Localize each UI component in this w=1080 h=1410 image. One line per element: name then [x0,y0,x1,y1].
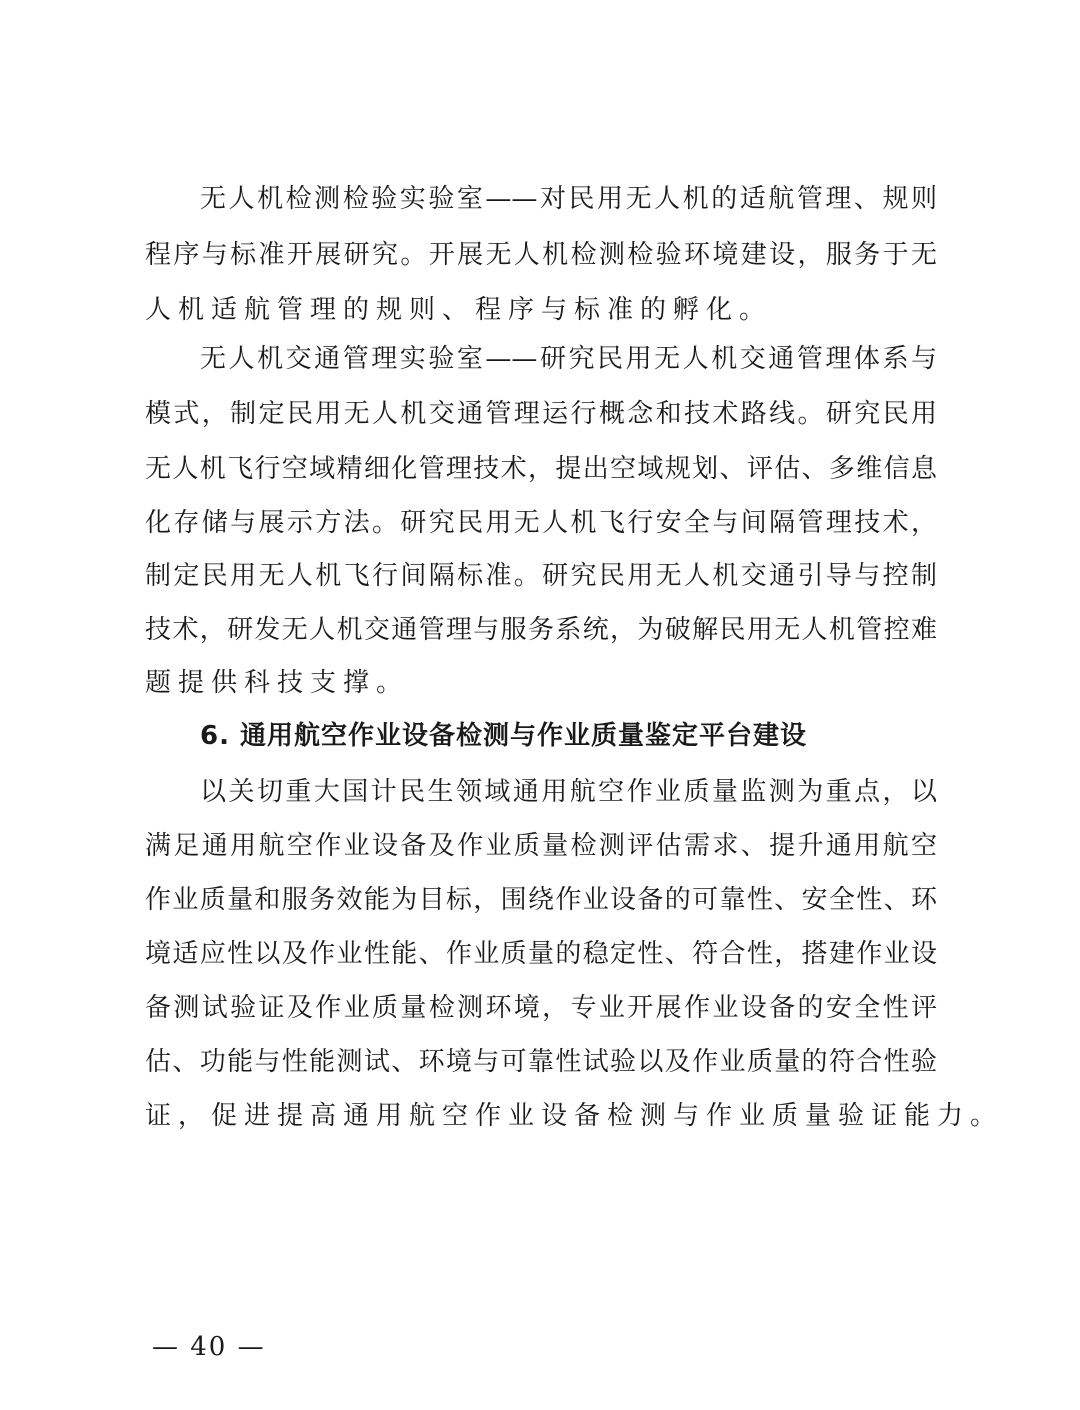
section-heading: 6. 通用航空作业设备检测与作业质量鉴定平台建设 [200,721,808,751]
paragraph-2-line-6: 技术，研发无人机交通管理与服务系统，为破解民用无人机管控难 [145,615,937,645]
section-paragraph-line-7: 证，促进提高通用航空作业设备检测与作业质量验证能力。 [145,1101,1004,1131]
paragraph-2-line-5: 制定民用无人机飞行间隔标准。研究民用无人机交通引导与控制 [145,561,937,591]
section-paragraph-line-3: 作业质量和服务效能为目标，围绕作业设备的可靠性、安全性、环 [145,885,937,915]
paragraph-2-line-1: 无人机交通管理实验室——研究民用无人机交通管理体系与 [200,344,937,374]
section-paragraph-line-1: 以关切重大国计民生领域通用航空作业质量监测为重点，以 [200,777,937,807]
paragraph-1-line-3: 人机适航管理的规则、程序与标准的孵化。 [145,295,773,325]
section-paragraph-line-6: 估、功能与性能测试、环境与可靠性试验以及作业质量的符合性验 [145,1047,937,1077]
paragraph-1-line-2: 程序与标准开展研究。开展无人机检测检验环境建设，服务于无 [145,240,937,270]
section-paragraph-line-2: 满足通用航空作业设备及作业质量检测评估需求、提升通用航空 [145,831,937,861]
paragraph-2-line-2: 模式，制定民用无人机交通管理运行概念和技术路线。研究民用 [145,399,937,429]
paragraph-2-line-7: 题提供科技支撑。 [145,668,410,698]
paragraph-2-line-4: 化存储与展示方法。研究民用无人机飞行安全与间隔管理技术， [145,508,937,538]
page-number: — 40 — [152,1332,266,1362]
paragraph-2-line-3: 无人机飞行空域精细化管理技术，提出空域规划、评估、多维信息 [145,454,937,484]
section-paragraph-line-4: 境适应性以及作业性能、作业质量的稳定性、符合性，搭建作业设 [145,939,937,969]
section-paragraph-line-5: 备测试验证及作业质量检测环境，专业开展作业设备的安全性评 [145,993,937,1023]
paragraph-1-line-1: 无人机检测检验实验室——对民用无人机的适航管理、规则 [200,184,937,214]
